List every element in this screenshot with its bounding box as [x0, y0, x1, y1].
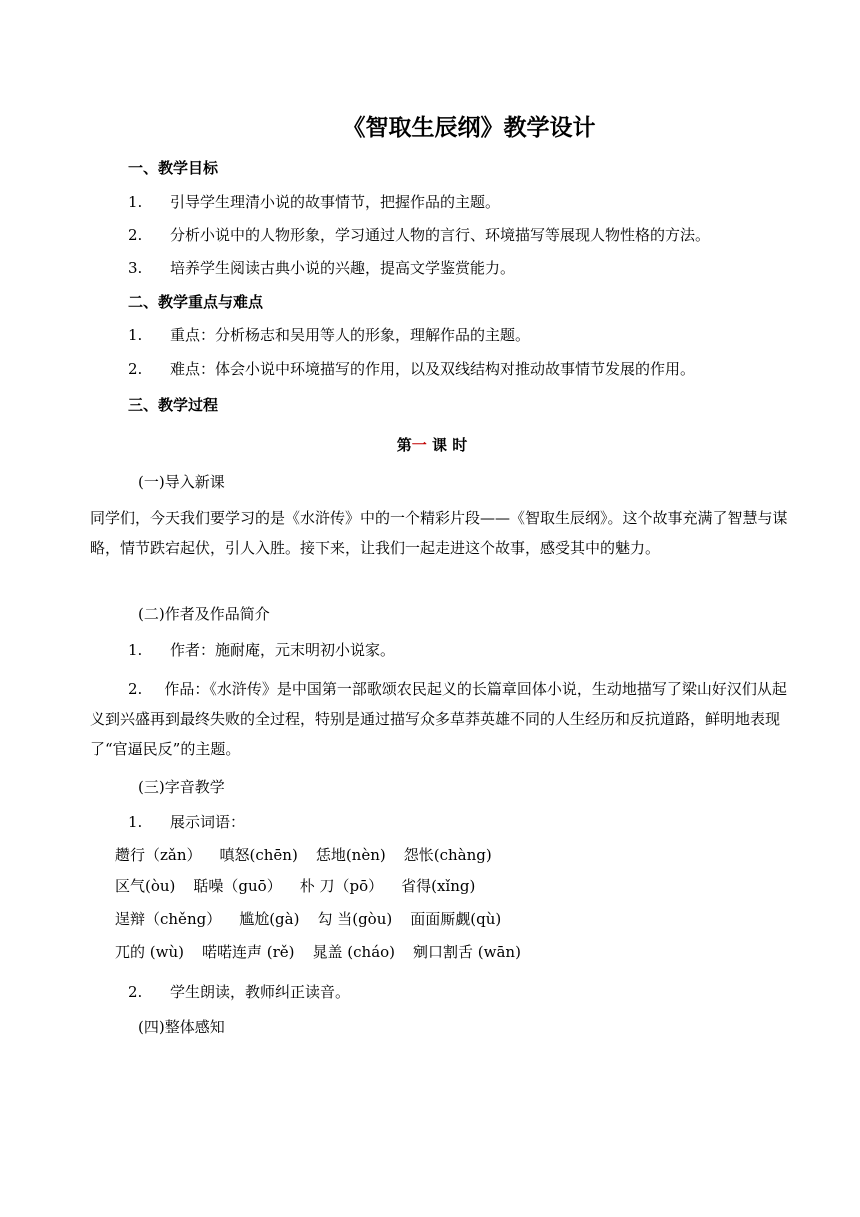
list-number: 1.: [128, 326, 143, 344]
list-number: 1.: [128, 813, 143, 831]
list-text: 分析小说中的人物形象，学习通过人物的言行、环境描写等展现人物性格的方法。: [170, 226, 711, 244]
pinyin-word: 勾 当(gòu): [317, 910, 393, 928]
pinyin-word: 喏喏连声 (rě): [201, 943, 295, 961]
list-item: [128, 258, 515, 278]
list-number: 1.: [128, 641, 143, 659]
list-text: 重点：分析杨志和吴用等人的形象，理解作品的主题。: [170, 326, 531, 344]
list-item: [128, 640, 395, 660]
section-heading-process: 三、教学过程: [128, 396, 219, 414]
list-number: 2.: [128, 680, 143, 698]
subsection-heading-intro: (一)导入新课: [138, 473, 225, 491]
list-text: 学生朗读，教师纠正读音。: [170, 983, 351, 1001]
list-text: 引导学生理清小说的故事情节，把握作品的主题。: [170, 193, 501, 211]
pinyin-word: 面面厮觑(qù): [410, 910, 502, 928]
lesson-heading: [0, 435, 860, 455]
list-item: [128, 225, 710, 245]
list-number: 2.: [128, 983, 143, 1001]
pinyin-word: 恁地(nèn): [315, 846, 386, 864]
list-text: 作品：《水浒传》是中国第一部歌颂农民起义的长篇章回体小说，生动地描写了梁山好汉们从起义到兴盛再到最终失败的全过程，特别是通过描写众多草莽英雄不同的人生经历和反抗道路，鲜明地表现了“官逼民反”的主题。: [90, 680, 787, 758]
list-number: 2.: [128, 226, 143, 244]
intro-paragraph: 同学们，今天我们要学习的是《水浒传》中的一个精彩片段——《智取生辰纲》。这个故事充满了智慧与谋略，情节跌宕起伏，引人入胜。接下来，让我们一起走进这个故事，感受其中的魅力。: [90, 509, 788, 557]
list-text: 难点：体会小说中环境描写的作用，以及双线结构对推动故事情节发展的作用。: [170, 360, 696, 378]
list-text: 培养学生阅读古典小说的兴趣，提高文学鉴赏能力。: [170, 259, 516, 277]
page-title: 《智取生辰纲》教学设计: [342, 114, 596, 141]
pinyin-word: 省得(xǐng): [401, 877, 476, 895]
list-item: [128, 982, 350, 1002]
list-item: [128, 359, 695, 379]
pinyin-word: 尴尬(gà): [239, 910, 300, 928]
pinyin-word: 剜口割舌 (wān): [413, 943, 521, 961]
pinyin-word: 嗔怒(chēn): [219, 846, 298, 864]
subsection-heading-author: (二)作者及作品简介: [138, 605, 270, 623]
section-heading-objectives: 一、教学目标: [128, 159, 219, 177]
list-number: 1.: [128, 193, 143, 211]
pinyin-row: [115, 876, 493, 896]
pinyin-word: 聒噪（guō）: [193, 877, 282, 895]
work-paragraph: [90, 674, 790, 764]
list-item: [128, 812, 245, 832]
pinyin-row: [115, 909, 519, 929]
pinyin-word: 晁盖 (cháo): [312, 943, 396, 961]
list-text: 作者：施耐庵，元末明初小说家。: [170, 641, 396, 659]
lesson-number: 一: [411, 436, 427, 454]
subsection-heading-overview: (四)整体感知: [138, 1018, 225, 1036]
list-number: 2.: [128, 360, 143, 378]
list-item: [128, 325, 530, 345]
lesson-suffix: 课 时: [426, 436, 468, 454]
pinyin-word: 兀的 (wù): [115, 943, 184, 961]
pinyin-row: [115, 845, 510, 865]
pinyin-word: 趱行（zǎn）: [115, 846, 202, 864]
pinyin-word: 朴 刀（pō）: [299, 877, 384, 895]
pinyin-word: 逞辩（chěng）: [115, 910, 222, 928]
list-text: 展示词语：: [170, 813, 246, 831]
list-number: 3.: [128, 259, 143, 277]
pinyin-row: [115, 942, 539, 962]
list-item: [128, 192, 500, 212]
pinyin-word: 怨怅(chàng): [403, 846, 492, 864]
lesson-prefix: 第: [396, 436, 412, 454]
subsection-heading-pronunciation: (三)字音教学: [138, 778, 225, 796]
pinyin-word: 区气(òu): [115, 877, 176, 895]
section-heading-key-points: 二、教学重点与难点: [128, 293, 264, 311]
